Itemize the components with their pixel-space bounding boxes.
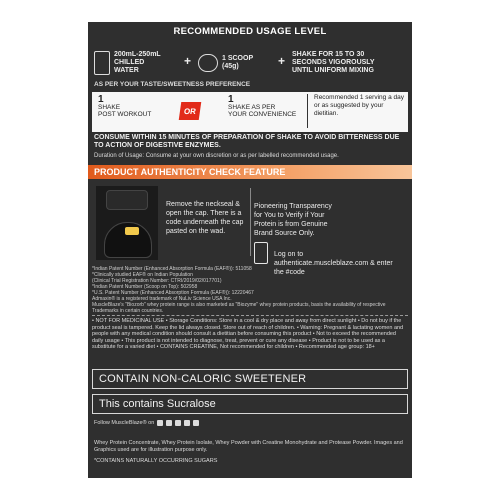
duration-note: Duration of Usage: Consume at your own discretion or as per labelled recommended usage.: [94, 153, 339, 159]
authenticity-divider: [250, 188, 251, 256]
patent-smallprint: *Indian Patent Number (Enhanced Absorption Formula (EAF®)): 511058 *Clinically studied EAF® on Indian Population (Clinical Trial Registration Number: CTRI/2019/02/017701) *Indian Patent Number (Scoop on Top): 502958 *U.S. Patent Number (Enhanced Absorption Formula (EAF®)): 12220467 Admaxin® is a registered trademark of NuLiv Science USA Inc. MuscleBlaze's "Biozorb" whey protein range is also marketed as "Biozyme" whey protein products, basis the availability of respective Trademarks in certain countries.: [92, 266, 386, 314]
ingredients-text: Whey Protein Concentrate, Whey Protein Isolate, Whey Powder with Creatine Monohydrate and Protease Powder. Images and Graphics used are for illustration purpose only.: [94, 440, 403, 453]
youtube-icon: [175, 420, 181, 426]
authenticity-transparency: Pioneering Transparency for You to Verify if Your Protein is from Genuine Brand Source Only.: [254, 203, 332, 237]
linkedin-icon: [193, 420, 199, 426]
follow-text: Follow MuscleBlaze® on: [94, 420, 155, 426]
x-icon: [184, 420, 190, 426]
jar-image: [96, 186, 158, 260]
dashed-divider: [92, 315, 408, 316]
jar-body-shape: [104, 222, 152, 258]
plus-icon: +: [278, 54, 286, 68]
step-water: [94, 44, 182, 82]
step-shake: [292, 44, 404, 82]
authenticity-section: [88, 182, 412, 276]
preference-note: AS PER YOUR TASTE/SWEETNESS PREFERENCE: [94, 81, 251, 88]
step-shake-text: SHAKE FOR 15 TO 30 SECONDS VIGOROUSLY UNTIL UNIFORM MIXING: [292, 51, 375, 74]
safety-notice: • NOT FOR MEDICINAL USE • Storage Conditions: Store in a cool & dry place and away from direct sunlight • Do not buy if the product seal is tampered. Keep the lid always closed. Store out of reach of children. • Warning: Pregnant & lactating women and people with any medical condition should consult a dietitian before consuming this product • Not to exceed the recommended daily usage • This product is not intended to diagnose, treat, prevent or cure any disease • Product is not to be used as a substitute for a varied diet • CONTAINS CREATINE, Not recommended for children • Recommended age group: 18+: [92, 318, 404, 350]
sweetener-box: CONTAIN NON-CALORIC SWEETENER: [92, 369, 408, 389]
social-follow: [94, 420, 199, 426]
instagram-icon: [157, 420, 163, 426]
sucralose-box: This contains Sucralose: [92, 394, 408, 414]
step-scoop: [198, 44, 278, 82]
timing-band: [92, 92, 408, 132]
plus-icon: +: [184, 54, 192, 68]
jar-lid-shape: [106, 190, 148, 210]
consume-warning: CONSUME WITHIN 15 MINUTES OF PREPARATION OF SHAKE TO AVOID BITTERNESS DUE TO ACTION OF DIGESTIVE ENZYMES.: [94, 134, 400, 149]
glass-icon: [94, 51, 110, 75]
timing-option-1: 1 SHAKE POST WORKOUT: [98, 94, 152, 118]
scoop-icon: [198, 54, 218, 72]
step-water-text: 200mL-250mL CHILLED WATER: [114, 51, 161, 74]
facebook-icon: [166, 420, 172, 426]
label-panel: [88, 22, 412, 478]
usage-title: RECOMMENDED USAGE LEVEL: [173, 26, 327, 37]
phone-icon: [254, 242, 268, 264]
timing-option-2: 1 SHAKE AS PER YOUR CONVENIENCE: [228, 94, 297, 118]
usage-steps: [94, 44, 406, 82]
natural-sugars-note: *CONTAINS NATURALLY OCCURRING SUGARS: [94, 458, 218, 464]
or-badge: OR: [179, 102, 202, 120]
recommendation-text: Recommended 1 serving a day or as suggested by your dietitian.: [307, 94, 404, 128]
jar-seal-shape: [125, 227, 139, 235]
authenticity-logon: Log on to authenticate.muscleblaze.com & enter the #code: [274, 251, 393, 276]
authenticity-instruction: Remove the neckseal & open the cap. There is a code underneath the cap pasted on the wad.: [166, 201, 244, 235]
authenticity-title: PRODUCT AUTHENTICITY CHECK FEATURE: [88, 165, 412, 179]
step-scoop-text: 1 SCOOP (45g): [222, 55, 254, 70]
